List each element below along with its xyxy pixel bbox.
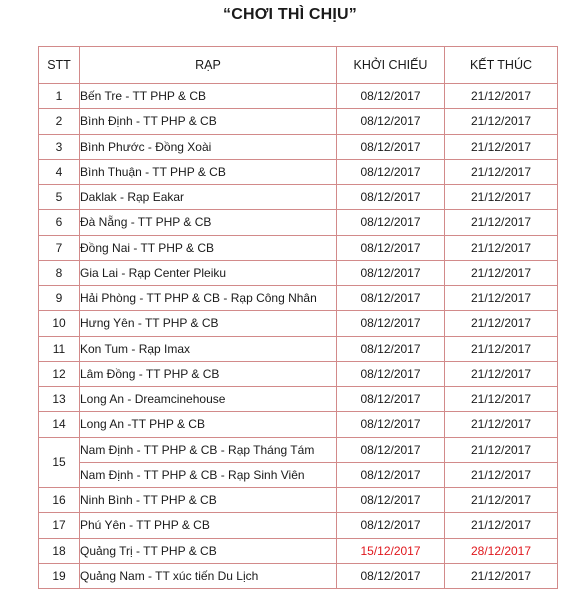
end-date: 28/12/2017 [445, 538, 558, 563]
cinema-name: Đồng Nai - TT PHP & CB [80, 235, 337, 260]
cinema-name: Hưng Yên - TT PHP & CB [80, 311, 337, 336]
end-date: 21/12/2017 [445, 361, 558, 386]
cinema-name: Lâm Đồng - TT PHP & CB [80, 361, 337, 386]
table-row [39, 235, 558, 260]
table-row [39, 84, 558, 109]
cinema-name: Kon Tum - Rạp Imax [80, 336, 337, 361]
row-number: 2 [39, 109, 80, 134]
row-number: 10 [39, 311, 80, 336]
row-number: 3 [39, 134, 80, 159]
cinema-name: Daklak - Rạp Eakar [80, 185, 337, 210]
cinema-name: Long An - Dreamcinehouse [80, 387, 337, 412]
table-row [39, 185, 558, 210]
table-row [39, 412, 558, 437]
start-date: 08/12/2017 [337, 563, 445, 588]
end-date: 21/12/2017 [445, 513, 558, 538]
header-start-date: KHỞI CHIẾU [337, 47, 445, 84]
start-date: 08/12/2017 [337, 311, 445, 336]
cinema-name: Long An -TT PHP & CB [80, 412, 337, 437]
table-row [39, 538, 558, 563]
row-number: 11 [39, 336, 80, 361]
end-date: 21/12/2017 [445, 159, 558, 184]
table-row [39, 387, 558, 412]
table-row [39, 488, 558, 513]
row-number: 17 [39, 513, 80, 538]
cinema-name: Ninh Bình - TT PHP & CB [80, 488, 337, 513]
cinema-name: Bình Thuận - TT PHP & CB [80, 159, 337, 184]
cinema-name: Quảng Nam - TT xúc tiến Du Lịch [80, 563, 337, 588]
end-date: 21/12/2017 [445, 336, 558, 361]
table-row [39, 336, 558, 361]
end-date: 21/12/2017 [445, 185, 558, 210]
cinema-name: Bình Định - TT PHP & CB [80, 109, 337, 134]
row-number: 5 [39, 185, 80, 210]
cinema-name: Đà Nẵng - TT PHP & CB [80, 210, 337, 235]
cinema-name: Quảng Trị - TT PHP & CB [80, 538, 337, 563]
table-row [39, 260, 558, 285]
start-date: 08/12/2017 [337, 235, 445, 260]
end-date: 21/12/2017 [445, 387, 558, 412]
table-body [39, 84, 558, 589]
row-number: 12 [39, 361, 80, 386]
row-number: 15 [39, 437, 80, 488]
table-row [39, 361, 558, 386]
page-title: “CHƠI THÌ CHỊU” [223, 6, 357, 23]
end-date: 21/12/2017 [445, 109, 558, 134]
start-date: 08/12/2017 [337, 437, 445, 462]
cinema-name: Bình Phước - Đồng Xoài [80, 134, 337, 159]
cinema-name: Bến Tre - TT PHP & CB [80, 84, 337, 109]
row-number: 16 [39, 488, 80, 513]
table-row [39, 210, 558, 235]
table-row [39, 109, 558, 134]
row-number: 8 [39, 260, 80, 285]
cinema-name: Nam Định - TT PHP & CB - Rạp Sinh Viên [80, 462, 337, 487]
start-date: 08/12/2017 [337, 109, 445, 134]
row-number: 13 [39, 387, 80, 412]
end-date: 21/12/2017 [445, 462, 558, 487]
end-date: 21/12/2017 [445, 134, 558, 159]
row-number: 14 [39, 412, 80, 437]
table-row [39, 159, 558, 184]
start-date: 08/12/2017 [337, 488, 445, 513]
row-number: 9 [39, 286, 80, 311]
start-date: 08/12/2017 [337, 336, 445, 361]
start-date: 08/12/2017 [337, 134, 445, 159]
table-row [39, 134, 558, 159]
end-date: 21/12/2017 [445, 563, 558, 588]
start-date: 08/12/2017 [337, 387, 445, 412]
start-date: 08/12/2017 [337, 286, 445, 311]
cinema-schedule-table [38, 46, 558, 589]
start-date: 08/12/2017 [337, 462, 445, 487]
table-row [39, 286, 558, 311]
cinema-name: Nam Định - TT PHP & CB - Rạp Tháng Tám [80, 437, 337, 462]
end-date: 21/12/2017 [445, 84, 558, 109]
end-date: 21/12/2017 [445, 260, 558, 285]
end-date: 21/12/2017 [445, 488, 558, 513]
start-date: 08/12/2017 [337, 260, 445, 285]
table-row [39, 563, 558, 588]
row-number: 1 [39, 84, 80, 109]
start-date: 08/12/2017 [337, 185, 445, 210]
table-row [39, 513, 558, 538]
header-stt: STT [39, 47, 80, 84]
cinema-name: Gia Lai - Rạp Center Pleiku [80, 260, 337, 285]
end-date: 21/12/2017 [445, 286, 558, 311]
table-row [39, 311, 558, 336]
row-number: 4 [39, 159, 80, 184]
start-date: 08/12/2017 [337, 84, 445, 109]
cinema-name: Hải Phòng - TT PHP & CB - Rạp Công Nhân [80, 286, 337, 311]
start-date: 08/12/2017 [337, 361, 445, 386]
end-date: 21/12/2017 [445, 412, 558, 437]
header-rap: RẠP [80, 47, 337, 84]
table-row [39, 462, 558, 487]
table-header-row [39, 47, 558, 84]
end-date: 21/12/2017 [445, 235, 558, 260]
row-number: 18 [39, 538, 80, 563]
end-date: 21/12/2017 [445, 437, 558, 462]
start-date: 08/12/2017 [337, 210, 445, 235]
row-number: 7 [39, 235, 80, 260]
start-date: 08/12/2017 [337, 159, 445, 184]
header-end-date: KẾT THÚC [445, 47, 558, 84]
start-date: 08/12/2017 [337, 412, 445, 437]
row-number: 6 [39, 210, 80, 235]
end-date: 21/12/2017 [445, 210, 558, 235]
table-row [39, 437, 558, 462]
start-date: 08/12/2017 [337, 513, 445, 538]
row-number: 19 [39, 563, 80, 588]
start-date: 15/12/2017 [337, 538, 445, 563]
end-date: 21/12/2017 [445, 311, 558, 336]
cinema-name: Phú Yên - TT PHP & CB [80, 513, 337, 538]
